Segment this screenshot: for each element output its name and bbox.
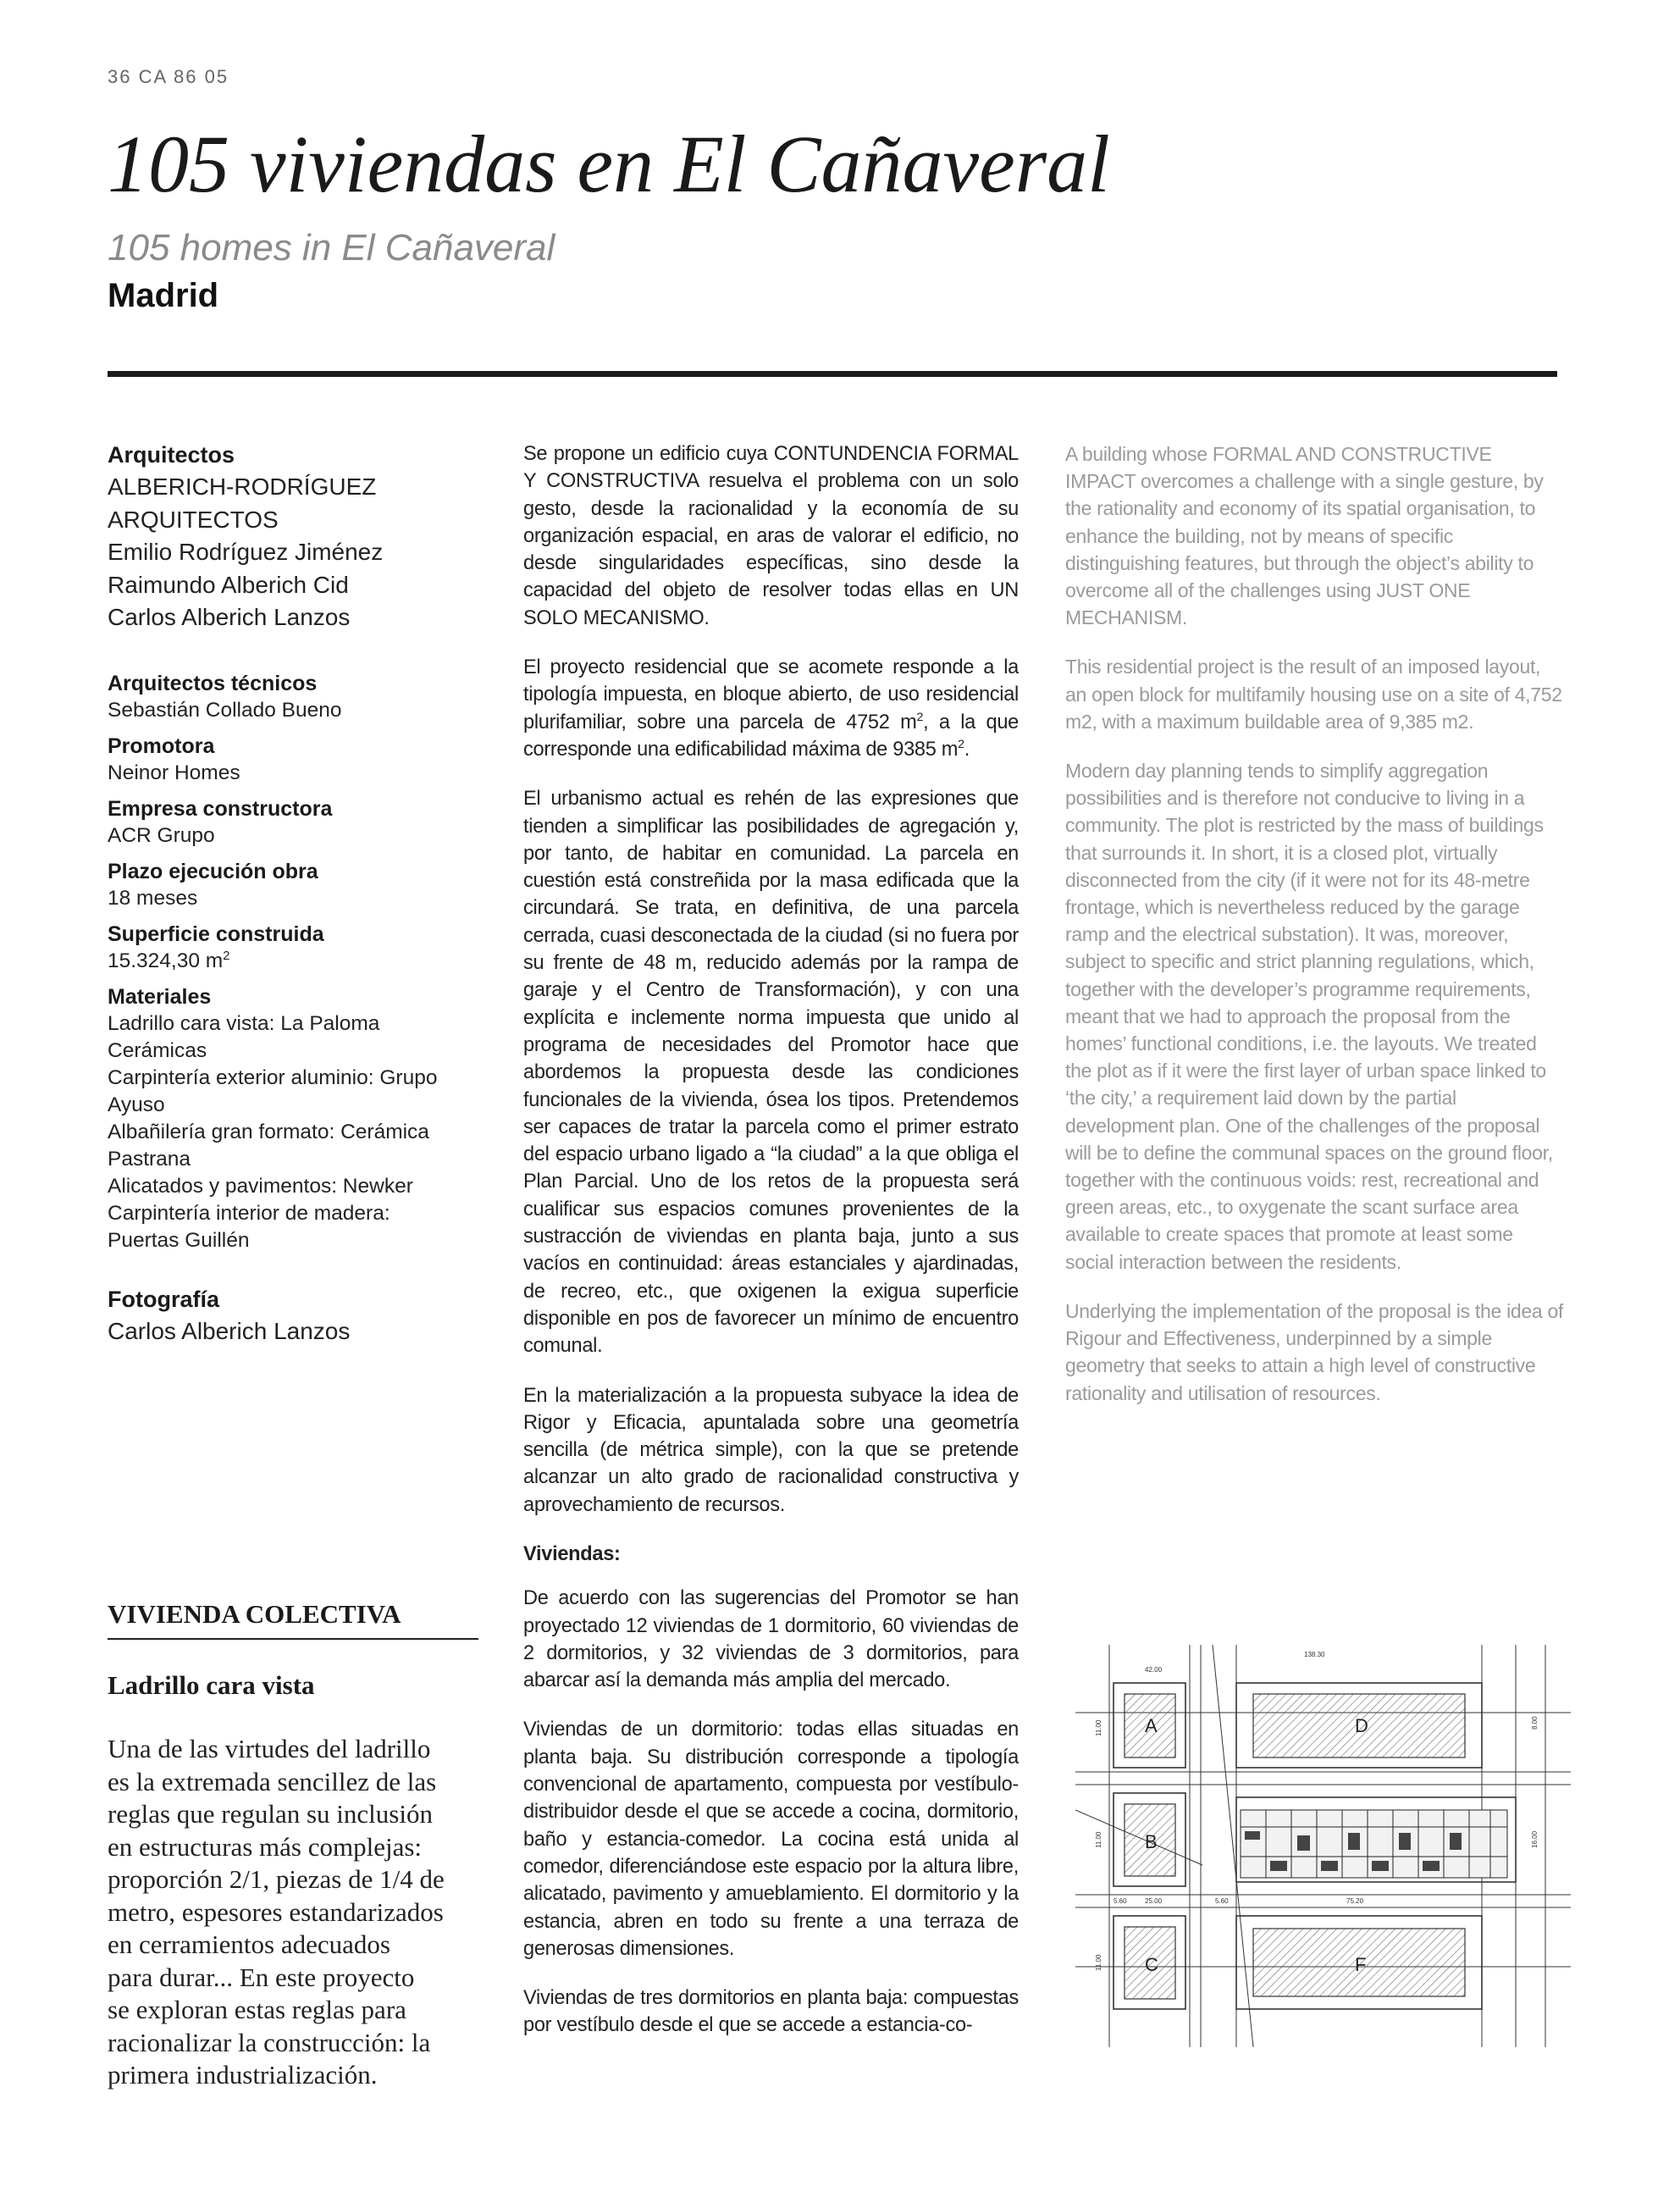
- page-folio: 36 CA 86 05: [108, 66, 229, 87]
- english-paragraph: Underlying the implementation of the proposal is the idea of Rigour and Effectiveness, underpinned by a simple geometry that seeks to attain a high level of constructive rationality and utilisation of resources.: [1065, 1299, 1564, 1404]
- dimension-label: 138.30: [1304, 1651, 1325, 1658]
- credit-value-material: Carpintería exterior aluminio: Grupo: [108, 1066, 438, 1089]
- unit-exponent: 2: [958, 738, 964, 752]
- credit-label-promoter: Promotora: [108, 733, 215, 758]
- block-label-a: A: [1145, 1715, 1158, 1736]
- credit-label-tech: Arquitectos técnicos: [108, 671, 318, 695]
- credit-value-material: Alicatados y pavimentos: Newker: [108, 1174, 413, 1198]
- dimension-label: 11.00: [1095, 1954, 1102, 1971]
- credit-label-area: Superficie construida: [108, 922, 324, 946]
- header-rule: [108, 371, 1557, 377]
- dimension-label: 8.00: [1531, 1716, 1539, 1730]
- essay-line: proporción 2/1, piezas de 1/4 de: [108, 1864, 445, 1894]
- essay-line: Una de las virtudes del ladrillo: [108, 1734, 431, 1763]
- dimension-label: 16.00: [1531, 1830, 1539, 1848]
- essay-subheading: Ladrillo cara vista: [108, 1670, 315, 1700]
- spanish-paragraph: De acuerdo con las sugerencias del Promotor se han proyectado 12 viviendas de 1 dormitorio, 60 viviendas de 2 dormitorios, y 32 viviendas de 3 dormitorios, para abarcar así la demanda más amplia del mercado.: [523, 1587, 1019, 1692]
- credit-value-architect: Emilio Rodríguez Jiménez: [108, 539, 384, 565]
- essay-line: en cerramientos adecuados: [108, 1929, 390, 1959]
- essay-heading: VIVIENDA COLECTIVA: [108, 1599, 478, 1640]
- credit-value-time: 18 meses: [108, 886, 198, 910]
- credit-value-material: Albañilería gran formato: Cerámica: [108, 1120, 429, 1143]
- article-subtitle: 105 homes in El Cañaveral: [108, 227, 555, 268]
- block-label-b: B: [1145, 1831, 1158, 1852]
- credit-value-material: Ladrillo cara vista: La Paloma: [108, 1011, 380, 1035]
- credit-value-material: Carpintería interior de madera:: [108, 1201, 390, 1225]
- credit-value-material: Cerámicas: [108, 1038, 207, 1062]
- spanish-paragraph: Se propone un edificio cuya CONTUNDENCIA FORMAL Y CONSTRUCTIVA resuelva el problema con un solo gesto, desde la racionalidad y la economía de su organización espacial, en aras de valorar el edificio, no desde singularidades específicas, sino desde la capacidad del objeto de resolver todas ellas en UN SOLO MECANISMO.: [523, 443, 1019, 629]
- area-unit-exponent: 2: [223, 949, 230, 963]
- sidebar-essay: [108, 1599, 480, 2092]
- credit-value-photo: Carlos Alberich Lanzos: [108, 1317, 351, 1344]
- credit-value-tech: Sebastián Collado Bueno: [108, 698, 342, 722]
- spanish-paragraph: En la materialización a la propuesta subyace la idea de Rigor y Eficacia, apuntalada sobre una geometría sencilla (de métrica simple), con la que se pretende alcanzar un alto grado de racionalidad constructiva y aprovechamiento de recursos.: [523, 1384, 1019, 1516]
- spanish-text: .: [964, 738, 970, 761]
- credit-label-photo: Fotografía: [108, 1286, 219, 1312]
- block-label-d: D: [1355, 1715, 1368, 1736]
- dimension-label: 11.00: [1095, 1719, 1102, 1736]
- credit-value-material: Puertas Guillén: [108, 1228, 250, 1252]
- essay-line: se exploran estas reglas para: [108, 1995, 406, 2024]
- credit-value-material: Ayuso: [108, 1093, 165, 1116]
- essay-line: racionalizar la construcción: la: [108, 2027, 431, 2057]
- credits-panel: [108, 439, 497, 1348]
- english-paragraph: This residential project is the result of an imposed layout, an open block for multifamily housing use on a site of 4,752 m2, with a maximum buildable area of 9,385 m2.: [1065, 656, 1562, 733]
- site-plan-drawing: [1075, 1645, 1575, 2047]
- credit-label-builder: Empresa constructora: [108, 796, 333, 821]
- article-title: 105 viviendas en El Cañaveral: [108, 119, 1110, 209]
- spanish-paragraph: Viviendas de tres dormitorios en planta baja: compuestas por vestíbulo desde el que se accede a estancia-co-: [523, 1987, 1019, 2037]
- unit-exponent: 2: [916, 710, 924, 724]
- essay-line: para durar... En este proyecto: [108, 1962, 415, 1992]
- dimension-label: 11.00: [1095, 1831, 1102, 1848]
- english-text-column: [1065, 440, 1565, 1429]
- dimension-label: 5.60: [1114, 1897, 1127, 1905]
- credit-value-promoter: Neinor Homes: [108, 761, 240, 784]
- dimension-label: 42.00: [1145, 1666, 1163, 1674]
- dimension-label: 5.60: [1215, 1897, 1229, 1905]
- spanish-subheading: Viviendas:: [523, 1542, 621, 1565]
- essay-line: primera industrialización.: [108, 2060, 378, 2090]
- spanish-text: , a la que corresponde una edificabilidad máxima de 9385 m: [523, 711, 1019, 761]
- block-label-f: F: [1355, 1954, 1367, 1975]
- dimension-label: 75.20: [1346, 1897, 1364, 1905]
- essay-line: es la extremada sencillez de las: [108, 1766, 437, 1796]
- essay-line: reglas que regulan su inclusión: [108, 1799, 433, 1829]
- dimension-label: 25.00: [1145, 1897, 1163, 1905]
- credit-value-material: Pastrana: [108, 1147, 191, 1171]
- spanish-paragraph: [523, 654, 1019, 763]
- english-paragraph: A building whose FORMAL AND CONSTRUCTIVE IMPACT overcomes a challenge with a single gesture, by the rationality and economy of its spatial organisation, to enhance the building, not by means of specific distinguishing features, but through the object’s ability to overcome all of the challenges using JUST ONE MECHANISM.: [1065, 443, 1544, 629]
- credit-value-architect: Carlos Alberich Lanzos: [108, 604, 351, 630]
- spanish-paragraph: Viviendas de un dormitorio: todas ellas situadas en planta baja. Su distribución corresponde a tipología convencional de apartamento, compuesta por vestíbulo-distribuidor desde el que se accede a cocina, dormitorio, baño y estancia-comedor. La cocina está unida al comedor, diferenciándose este espacio por la altura libre, alicatado, pavimento y amueblamiento. El dormitorio y la estancia, abren en todo su frente a una terraza de generosas dimensiones.: [523, 1719, 1019, 1960]
- credit-label-architects: Arquitectos: [108, 442, 235, 468]
- block-label-c: C: [1145, 1954, 1158, 1975]
- credit-value-architect: ARQUITECTOS: [108, 506, 279, 533]
- spanish-text: El proyecto residencial que se acomete responde a la tipología impuesta, en bloque abierto, de uso residencial plurifamiliar, sobre una parcela de 4752 m: [523, 656, 1019, 733]
- credit-value-builder: ACR Grupo: [108, 823, 215, 847]
- essay-line: metro, espesores estandarizados: [108, 1896, 444, 1927]
- credit-value-architect: ALBERICH-RODRÍGUEZ: [108, 473, 377, 500]
- area-value: 15.324,30 m: [108, 949, 224, 972]
- spanish-text-column: [523, 440, 1019, 2062]
- essay-line: en estructuras más complejas:: [108, 1831, 423, 1862]
- credit-label-materials: Materiales: [108, 984, 212, 1009]
- credit-value-area: [108, 948, 497, 975]
- credit-value-architect: Raimundo Alberich Cid: [108, 571, 349, 598]
- credit-label-time: Plazo ejecución obra: [108, 859, 318, 883]
- spanish-paragraph: El urbanismo actual es rehén de las expresiones que tienden a simplificar las posibilidades de agregación y, por tanto, de habitar en comunidad. La parcela en cuestión está constreñida por la masa edificada que la circundará. Se trata, en definitiva, de una parcela cerrada, cuasi desconectada de la ciudad (si no fuera por su frente de 48 m, reducido además por la rampa de garaje y el Centro de Transformación), y con una explícita e inclemente norma impuesta que unido al programa de necesidades del Promotor hace que abordemos la propuesta desde las condiciones funcionales de la vivienda, ósea los tipos. Pretendemos ser capaces de tratar la parcela como el primer estrato del espacio urbano ligado a “la ciudad” a la que obliga el Plan Parcial. Uno de los retos de la propuesta será cualificar sus espacios comunes provenientes de la sustracción de viviendas en planta baja, junto a sus vacíos en continuidad: áreas estanciales y ajardinadas, de recreo, etc., que oxigenen la exigua superficie disponible en pos de favorecer un mínimo de encuentro comunal.: [523, 788, 1019, 1358]
- english-paragraph: Modern day planning tends to simplify aggregation possibilities and is therefore not conducive to living in a community. The plot is restricted by the mass of buildings that surrounds it. In short, it is a closed plot, virtually disconnected from the city (if it were not for its 48-metre frontage, which is nevertheless reduced by the garage ramp and the electrical substation). It was, moreover, subject to specific and strict planning regulations, which, together with the developer’s programme requirements, meant that we had to approach the proposal from the homes’ functional conditions, i.e. the layouts. We treated the plot as if it were the first layer of urban space linked to ‘the city,’ a requirement laid down by the partial development plan. One of the challenges of the proposal will be to define the communal spaces on the ground floor, together with the continuous voids: rest, recreational and green areas, etc., to oxygenate the scant surface area available to create spaces that promote at least some social interaction between the residents.: [1065, 760, 1553, 1273]
- essay-body: [108, 1733, 463, 2092]
- article-location: Madrid: [108, 277, 219, 314]
